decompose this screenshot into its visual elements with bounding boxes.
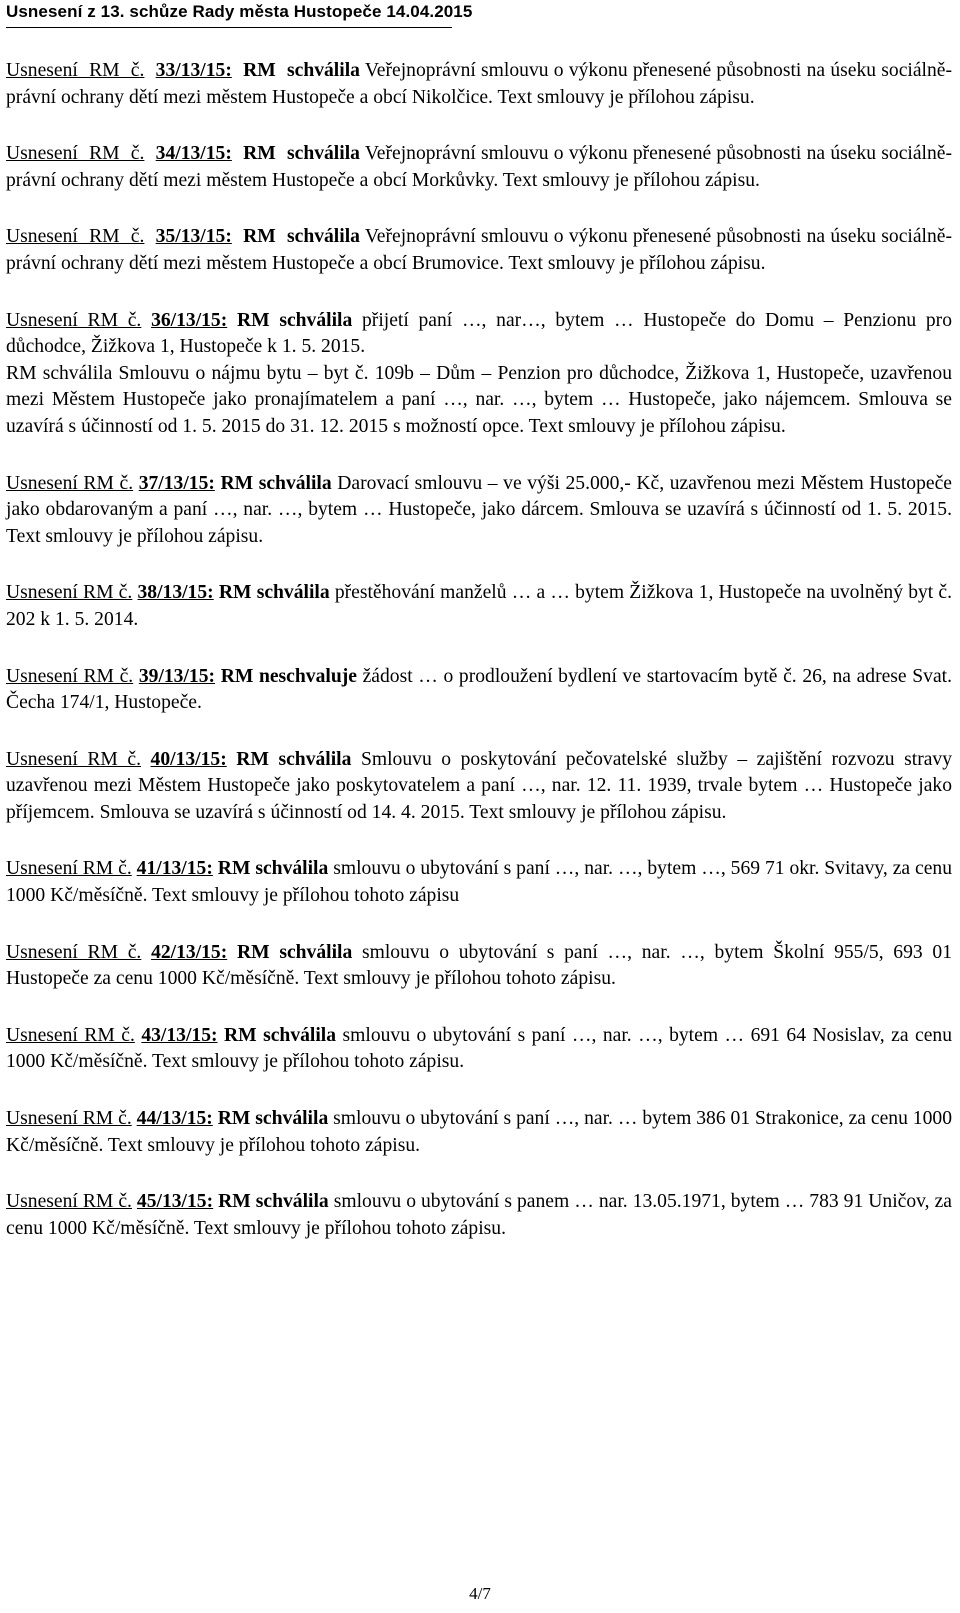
resolution-action: RM schválila [236,309,353,331]
resolution-text: Smlouvu o poskytování pečovatelské služby – zajištění rozvozu stravy uzavřenou mezi Městem Hustopeče jako poskytovatelem a paní …, nar. 12. 11. 1939, trvale bytem … Hustopeče jako příjemcem. Smlouva se uzavírá s účinností od 14. 4. 2015. Text smlouvy je přílohou zápisu. [6,748,953,823]
resolution-action: RM schválila [236,941,353,963]
resolution-42 [6,940,952,993]
resolution-number: 40/13/15: [150,748,227,770]
resolution-45 [6,1189,952,1242]
resolution-number: 33/13/15: [155,60,232,81]
resolution-39 [6,664,952,717]
resolution-text: Darovací smlouvu – ve výši 25.000,- Kč, uzavřenou mezi Městem Hustopeče jako obdarovaným a paní …, nar. …, bytem … Hustopeče, jako dárcem. Smlouva se uzavírá s účinností od 1. 5. 2015. Text smlouvy je přílohou zápisu. [6,472,952,547]
page-number: 4/7 [469,1584,491,1603]
resolution-number: 43/13/15: [141,1024,218,1046]
resolution-33 [6,58,952,111]
resolution-text: Veřejnoprávní smlouvu o výkonu přenesené působnosti na úseku sociálně-právní ochrany dětí mezi městem Hustopeče a obcí Morkůvky. Text smlouvy je přílohou zápisu. [6,143,952,191]
resolution-action: RM schválila [224,1024,337,1046]
resolution-label: Usnesení RM č. [6,143,145,165]
resolution-number: 36/13/15: [151,309,228,331]
resolution-text: smlouvu o ubytování s paní …, nar. … bytem 386 01 Strakonice, za cenu 1000 Kč/měsíčně. Text smlouvy je přílohou tohoto zápisu. [6,1108,952,1156]
resolution-40 [6,747,952,827]
resolution-number: 45/13/15: [136,1191,214,1213]
resolution-label: Usnesení RM č. [6,582,133,604]
header-divider [6,27,452,28]
resolution-number: 42/13/15: [151,941,228,963]
resolution-text: přestěhování manželů … a … bytem Žižkova 1, Hustopeče na uvolněný byt č. 202 k 1. 5. 2014. [6,582,953,630]
resolution-action: RM schválila [243,143,360,165]
resolution-label: Usnesení RM č. [6,309,142,331]
resolution-label: Usnesení RM č. [6,858,132,880]
resolutions-list [6,58,952,1272]
document-header: Usnesení z 13. schůze Rady města Hustopeče 14.04.2015 [6,2,473,21]
resolution-text: smlouvu o ubytování s panem … nar. 13.05.1971, bytem … 783 91 Uničov, za cenu 1000 Kč/měsíčně. Text smlouvy je přílohou tohoto zápisu. [6,1191,952,1239]
resolution-extra-text: RM schválila Smlouvu o nájmu bytu – byt č. 109b – Dům – Penzion pro důchodce, Žižkova 1, Hustopeče, uzavřenou mezi Městem Hustopeče jako pronajímatelem a paní …, nar. …, bytem … Hustopeče, jako nájemcem. Smlouva se uzavírá s účinností od 1. 5. 2015 do 31. 12. 2015 s možností opce. Text smlouvy je přílohou zápisu. [6,362,952,437]
resolution-43 [6,1023,952,1076]
resolution-label: Usnesení RM č. [6,1191,132,1213]
resolution-number: 38/13/15: [137,582,214,604]
resolution-number: 39/13/15: [138,665,216,687]
resolution-label: Usnesení RM č. [6,665,134,687]
resolution-38 [6,580,952,633]
resolution-action: RM schválila [218,1191,329,1213]
resolution-36 [6,308,952,441]
resolution-number: 37/13/15: [138,472,215,494]
resolution-action: RM schválila [217,858,329,880]
resolution-action: RM schválila [217,1108,329,1130]
resolution-label: Usnesení RM č. [6,1024,135,1046]
resolution-number: 34/13/15: [155,143,232,165]
resolution-label: Usnesení RM č. [6,226,145,248]
resolution-text: smlouvu o ubytování s paní …, nar. …, bytem Školní 955/5, 693 01 Hustopeče za cenu 1000 Kč/měsíčně. Text smlouvy je přílohou tohoto zápisu. [6,941,953,990]
resolution-label: Usnesení RM č. [6,941,142,963]
resolution-text: Veřejnoprávní smlouvu o výkonu přenesené působnosti na úseku sociálně-právní ochrany dětí mezi městem Hustopeče a obcí Nikolčice. Text smlouvy je přílohou zápisu. [6,60,952,108]
resolution-label: Usnesení RM č. [6,1108,132,1130]
resolution-text: žádost … o prodloužení bydlení ve startovacím bytě č. 26, na adrese Svat. Čecha 174/1, Hustopeče. [6,665,952,714]
resolution-number: 44/13/15: [136,1108,213,1130]
resolution-label: Usnesení RM č. [6,748,141,770]
resolution-label: Usnesení RM č. [6,472,134,494]
resolution-41 [6,856,952,909]
resolution-number: 41/13/15: [136,858,213,880]
resolution-text: smlouvu o ubytování s paní …, nar. …, bytem … 691 64 Nosislav, za cenu 1000 Kč/měsíčně. Text smlouvy je přílohou tohoto zápisu. [6,1024,953,1073]
resolution-action: RM schválila [220,472,332,494]
resolution-action: RM schválila [243,60,360,81]
resolution-action: RM schválila [236,748,352,770]
resolution-number: 35/13/15: [155,226,232,248]
resolution-action: RM schválila [243,226,360,248]
resolution-35 [6,224,952,277]
resolution-44 [6,1106,952,1159]
resolution-action: RM neschvaluje [220,665,357,687]
resolution-text: přijetí paní …, nar…, bytem … Hustopeče do Domu – Penzionu pro důchodce, Žižkova 1, Hustopeče k 1. 5. 2015. [6,309,953,358]
resolution-text: Veřejnoprávní smlouvu o výkonu přenesené působnosti na úseku sociálně-právní ochrany dětí mezi městem Hustopeče a obcí Brumovice. Text smlouvy je přílohou zápisu. [6,226,952,274]
resolution-34 [6,141,952,194]
resolution-text: smlouvu o ubytování s paní …, nar. …, bytem …, 569 71 okr. Svitavy, za cenu 1000 Kč/měsíčně. Text smlouvy je přílohou tohoto zápisu [6,858,952,907]
resolution-label: Usnesení RM č. [6,60,145,81]
resolution-action: RM schválila [218,582,330,604]
resolution-37 [6,471,952,551]
